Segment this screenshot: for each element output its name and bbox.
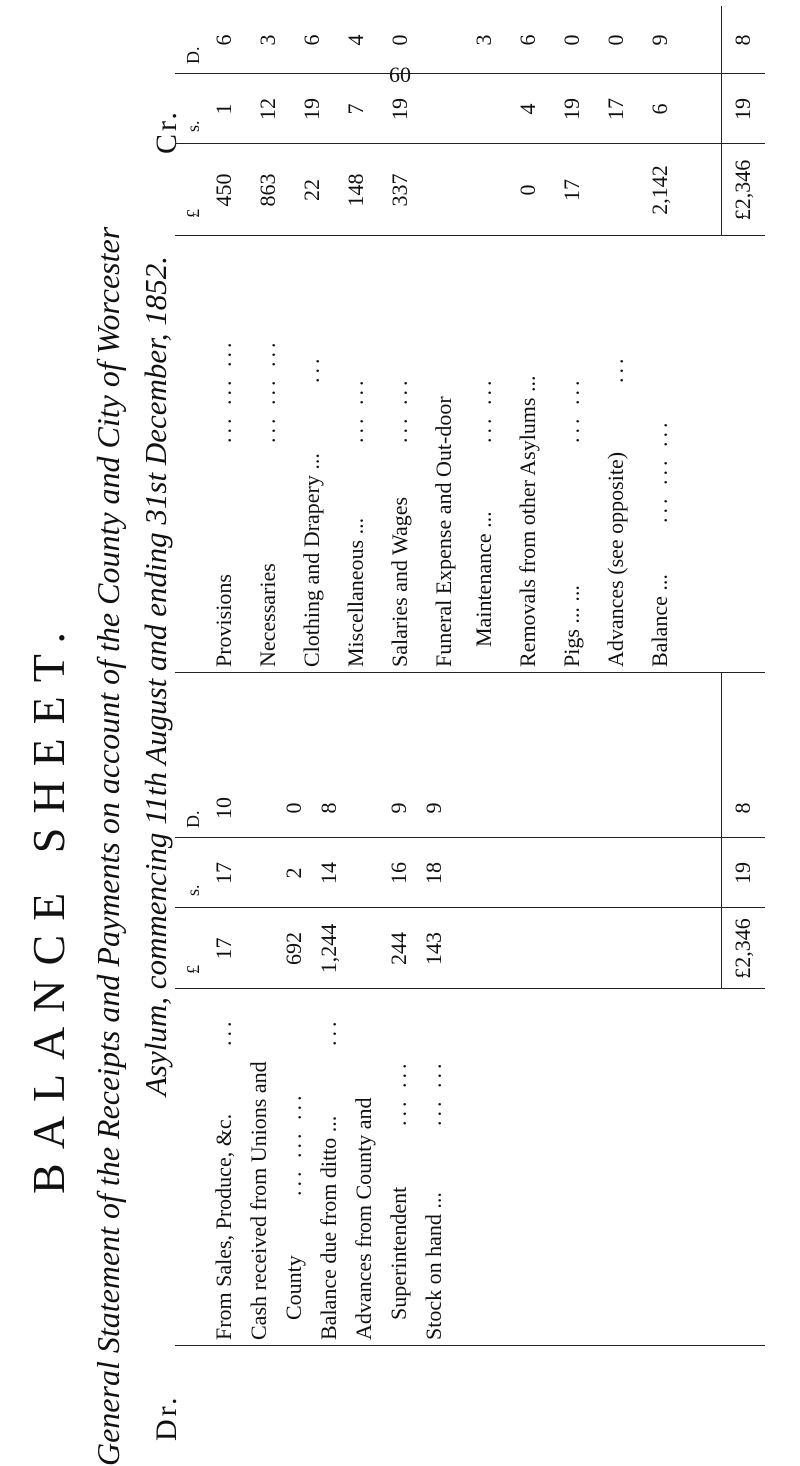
row-dots: ... ... ... [255, 338, 280, 443]
page-number: 60 [389, 62, 411, 87]
row-pence: 8 [316, 802, 341, 814]
row-shillings: 2 [281, 867, 306, 879]
row-dots: ... [316, 1017, 341, 1046]
credit-label: Cr. [150, 109, 183, 154]
row-pounds: 1,244 [316, 923, 341, 974]
row-description: Stock on hand ... [421, 1192, 446, 1340]
debit-total-pence: 8 [730, 802, 755, 814]
shillings-unit: s. [183, 120, 203, 132]
row-pence: 10 [211, 797, 236, 819]
row-dots: ... [211, 1017, 236, 1046]
row-dots: ... ... [387, 376, 412, 443]
row-pence: 0 [603, 34, 628, 46]
row-pounds: 863 [255, 173, 280, 207]
credit-row [293, 3, 333, 673]
debit-row [380, 673, 420, 1346]
row-dots: ... ... ... [647, 418, 672, 523]
row-dots: ... ... [421, 1059, 446, 1126]
balance-table [175, 1, 765, 1346]
row-pounds: 0 [515, 184, 540, 196]
debit-row [415, 673, 455, 1346]
row-description: Balance due from ditto ... [316, 1115, 341, 1340]
row-dots: ... ... [343, 376, 368, 443]
heading: BALANCE SHEET. [23, 618, 74, 1194]
row-dots: ... [299, 354, 324, 383]
row-pounds: 692 [281, 932, 306, 965]
debit-row [310, 673, 350, 1346]
row-pounds: 337 [387, 173, 412, 207]
credit-row [205, 3, 245, 673]
row-pence: 4 [343, 34, 368, 46]
credit-row [337, 3, 377, 673]
row-shillings: 18 [421, 862, 446, 884]
row-description: From Sales, Produce, &c. [211, 1113, 236, 1340]
row-description: Advances (see opposite) [603, 451, 628, 667]
row-dots: ... ... [471, 376, 496, 443]
row-shillings: 17 [603, 98, 628, 120]
row-pounds: 244 [386, 932, 411, 965]
row-pence: 0 [387, 34, 412, 46]
credit-row [249, 3, 289, 673]
row-pence: 3 [471, 34, 496, 46]
credit-row [465, 3, 505, 673]
row-pounds: 143 [421, 932, 446, 965]
row-description: Funeral Expense and Out-door [431, 396, 456, 667]
row-pence: 6 [211, 34, 236, 46]
row-pence: 0 [559, 34, 584, 46]
row-description: Removals from other Asylums ... [515, 375, 540, 667]
row-pounds: 148 [343, 173, 368, 207]
row-pence: 6 [299, 34, 324, 46]
row-pounds: 2,142 [647, 165, 672, 215]
row-description: Cash received from Unions and [246, 1061, 271, 1340]
row-description: Pigs ... ... [559, 585, 584, 667]
debit-row [205, 673, 245, 1346]
debit-total-pounds: £2,346 [730, 918, 755, 979]
row-shillings: 14 [316, 862, 341, 884]
credit-total-pence: 8 [730, 34, 755, 46]
credit-total-pounds: £2,346 [730, 159, 755, 221]
pence-unit: D. [183, 46, 203, 64]
row-pounds: 450 [211, 173, 236, 207]
row-description: Necessaries [255, 563, 280, 667]
credit-total-shillings: 19 [730, 98, 755, 120]
row-shillings: 19 [559, 98, 584, 120]
row-shillings: 17 [211, 862, 236, 884]
debit-label: Dr. [150, 1394, 183, 1441]
row-pence: 9 [421, 802, 446, 814]
row-pence: 9 [386, 802, 411, 814]
credit-row [553, 3, 593, 673]
row-description: Miscellaneous ... [343, 517, 368, 667]
credit-row [641, 3, 681, 673]
debit-row [275, 673, 315, 1346]
row-pounds: 17 [559, 179, 584, 201]
row-description: Salaries and Wages [387, 496, 412, 667]
title-line-2: Asylum, commencing 11th August and ending 31st December, 1852. [138, 255, 173, 1096]
pence-unit: D. [183, 810, 203, 828]
row-dots: ... ... [386, 1059, 411, 1126]
row-pence: 3 [255, 34, 280, 46]
credit-row [381, 3, 421, 673]
credit-row [597, 3, 637, 673]
row-shillings: 1 [211, 103, 236, 115]
pounds-unit: £ [183, 209, 203, 218]
row-shillings: 7 [343, 103, 368, 115]
credit-row [509, 3, 549, 673]
row-dots: ... ... [559, 376, 584, 443]
row-pence: 9 [647, 34, 672, 46]
row-description: Advances from County and [351, 1097, 376, 1340]
row-dots: ... ... ... [281, 1091, 306, 1196]
debit-row [240, 673, 280, 1346]
title-line-1: General Statement of the Receipts and Payments on account of the County and City of Worcester [90, 226, 126, 1466]
row-description: Superintendent [386, 1186, 411, 1320]
row-shillings: 6 [647, 103, 672, 115]
row-shillings: 19 [299, 98, 324, 120]
row-shillings: 4 [515, 103, 540, 115]
shillings-unit: s. [183, 884, 203, 896]
row-description: Clothing and Drapery ... [299, 453, 324, 667]
total-rule [721, 6, 722, 236]
debit-row [345, 673, 385, 1346]
row-pounds: 17 [211, 937, 236, 960]
row-shillings: 19 [387, 98, 412, 120]
row-shillings: 16 [386, 862, 411, 884]
pounds-unit: £ [183, 965, 203, 974]
debit-total-shillings: 19 [730, 862, 755, 884]
row-description: Maintenance ... [471, 511, 496, 647]
row-description: County [281, 1255, 306, 1320]
credit-row [425, 3, 465, 673]
row-dots: ... ... ... [211, 338, 236, 443]
row-description: Provisions [211, 574, 236, 667]
row-shillings: 12 [255, 98, 280, 120]
row-dots: ... [603, 354, 628, 383]
row-pence: 0 [281, 802, 306, 814]
row-description: Balance ... [647, 574, 672, 667]
total-rule [721, 673, 722, 989]
row-pence: 6 [515, 34, 540, 46]
row-pounds: 22 [299, 179, 324, 201]
